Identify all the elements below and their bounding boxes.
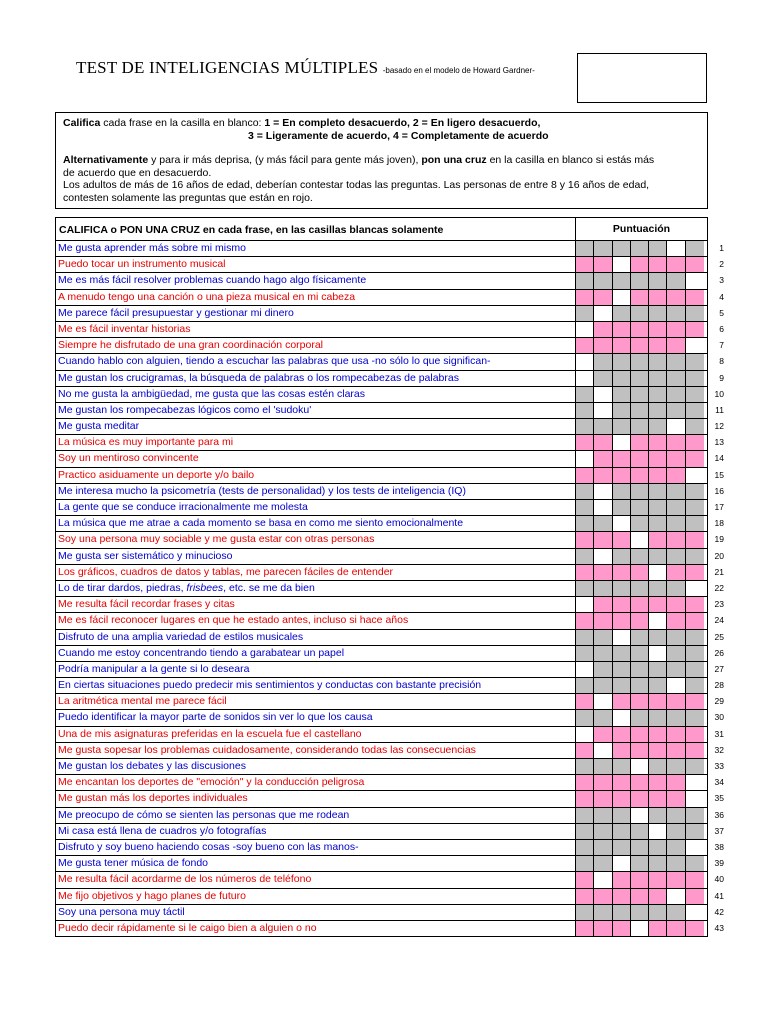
statement-text: Me gustan los rompecabezas lógicos como el 'sudoku' bbox=[56, 403, 576, 418]
row-number: 26 bbox=[714, 647, 724, 658]
instr-text: y para ir más deprisa, (y más fácil para gente más joven), bbox=[148, 154, 422, 166]
statement-text: Soy una persona muy sociable y me gusta estar con otras personas bbox=[56, 532, 576, 547]
row-number: 25 bbox=[714, 631, 724, 642]
statement-text: Me gusta meditar bbox=[56, 419, 576, 434]
header-instruction: CALIFICA o PON UNA CRUZ en cada frase, en las casillas blancas solamente bbox=[56, 218, 576, 240]
table-header bbox=[56, 218, 707, 241]
statement-text: Me gustan más los deportes individuales bbox=[56, 791, 576, 806]
row-number: 16 bbox=[714, 485, 724, 496]
statement-text: Disfruto de una amplia variedad de estilos musicales bbox=[56, 630, 576, 645]
statement-text: La aritmética mental me parece fácil bbox=[56, 694, 576, 709]
instructions-line-3 bbox=[63, 154, 707, 167]
statement-text: Me gusta ser sistemático y minucioso bbox=[56, 549, 576, 564]
statement-text: Me gusta sopesar los problemas cuidadosamente, considerando todas las consecuencias bbox=[56, 743, 576, 758]
row-number: 17 bbox=[714, 502, 724, 512]
row-number: 33 bbox=[714, 761, 724, 771]
page-title bbox=[76, 58, 535, 78]
statement-text: Me resulta fácil acordarme de los números de teléfono bbox=[56, 872, 576, 887]
instr-scale-2: 3 = Ligeramente de acuerdo, 4 = Completamente de acuerdo bbox=[248, 129, 549, 142]
statement-text: Me es fácil reconocer lugares en que he estado antes, incluso si hace años bbox=[56, 613, 576, 628]
instructions-line-2 bbox=[63, 130, 707, 143]
statement-text: Me parece fácil presupuestar y gestionar mi dinero bbox=[56, 306, 576, 321]
statement-text: Me es fácil inventar historias bbox=[56, 322, 576, 337]
statement-text: La gente que se conduce irracionalmente me molesta bbox=[56, 500, 576, 515]
row-number: 35 bbox=[714, 793, 724, 804]
title-subtitle: -basado en el modelo de Howard Gardner- bbox=[382, 66, 535, 75]
row-number: 22 bbox=[714, 582, 724, 593]
statement-text: Me resulta fácil recordar frases y citas bbox=[56, 597, 576, 612]
instr-alternativamente: Alternativamente bbox=[63, 154, 149, 166]
name-box[interactable] bbox=[577, 53, 707, 103]
statement-text: Cuando hablo con alguien, tiendo a escuchar las palabras que usa -no sólo lo que significan- bbox=[56, 354, 576, 369]
row-number: 27 bbox=[714, 663, 724, 674]
statement-text: Me interesa mucho la psicometría (tests de personalidad) y los tests de inteligencia (IQ) bbox=[56, 484, 576, 499]
row-number: 8 bbox=[719, 356, 724, 367]
row-number: 13 bbox=[714, 437, 724, 448]
statement-text: Me preocupo de cómo se sienten las personas que me rodean bbox=[56, 808, 576, 823]
row-number: 37 bbox=[714, 825, 724, 836]
row-number: 11 bbox=[715, 404, 724, 415]
statement-text: Siempre he disfrutado de una gran coordinación corporal bbox=[56, 338, 576, 353]
statement-text: Puedo tocar un instrumento musical bbox=[56, 257, 576, 272]
statement-text: Cuando me estoy concentrando tiendo a garabatear un papel bbox=[56, 646, 576, 661]
statement-text: La música que me atrae a cada momento se basa en como me siento emocionalmente bbox=[56, 516, 576, 531]
row-numbers bbox=[0, 240, 768, 936]
row-number: 20 bbox=[714, 550, 724, 561]
row-number: 15 bbox=[714, 469, 724, 480]
statement-text: Me gusta tener música de fondo bbox=[56, 856, 576, 871]
statement-text: Me gustan los debates y las discusiones bbox=[56, 759, 576, 774]
row-number: 14 bbox=[714, 453, 724, 464]
row-number: 39 bbox=[714, 858, 724, 869]
instructions-line-1 bbox=[63, 117, 707, 130]
statement-text: Soy una persona muy táctil bbox=[56, 905, 576, 920]
row-number: 38 bbox=[714, 841, 724, 852]
row-number: 10 bbox=[714, 388, 724, 399]
instr-text: en la casilla en blanco si estás más bbox=[486, 154, 655, 166]
row-number: 12 bbox=[714, 421, 724, 432]
statement-text: En ciertas situaciones puedo predecir mis sentimientos y conductas con bastante precisión bbox=[56, 678, 576, 693]
statement-text: Me encantan los deportes de "emoción" y la conducción peligrosa bbox=[56, 775, 576, 790]
row-number: 43 bbox=[714, 922, 724, 933]
instr-scale-1: 1 = En completo desacuerdo, 2 = En ligero desacuerdo, bbox=[264, 117, 541, 129]
row-number: 19 bbox=[714, 534, 724, 545]
statement-text: A menudo tengo una canción o una pieza musical en mi cabeza bbox=[56, 290, 576, 305]
statement-text: La música es muy importante para mi bbox=[56, 435, 576, 450]
row-number: 31 bbox=[714, 728, 724, 739]
statement-text: Me fijo objetivos y hago planes de futuro bbox=[56, 889, 576, 904]
row-number: 7 bbox=[719, 340, 724, 351]
row-number: 4 bbox=[719, 291, 724, 302]
row-number: 29 bbox=[714, 696, 724, 707]
statement-text: Lo de tirar dardos, piedras, frisbees, etc. se me da bien bbox=[56, 581, 576, 596]
row-number: 3 bbox=[719, 275, 724, 286]
row-number: 21 bbox=[714, 566, 724, 577]
row-number: 42 bbox=[714, 906, 724, 917]
statement-text: Me es más fácil resolver problemas cuando hago algo físicamente bbox=[56, 273, 576, 288]
instr-califica: Califica bbox=[63, 117, 101, 129]
instr-text: cada frase en la casilla en blanco: bbox=[100, 117, 265, 129]
row-number: 40 bbox=[714, 874, 724, 885]
instructions-line-4: de acuerdo que en desacuerdo. bbox=[63, 166, 212, 179]
statement-text: Puedo decir rápidamente si le caigo bien a alguien o no bbox=[56, 921, 576, 936]
statement-text: Me gusta aprender más sobre mi mismo bbox=[56, 241, 576, 256]
row-number: 28 bbox=[714, 680, 724, 691]
row-number: 41 bbox=[714, 890, 724, 901]
statement-text: Disfruto y soy bueno haciendo cosas -soy bueno con las manos- bbox=[56, 840, 576, 855]
row-number: 5 bbox=[719, 307, 724, 318]
statement-text: Podría manipular a la gente si lo deseara bbox=[56, 662, 576, 677]
statement-text: Practico asiduamente un deporte y/o bailo bbox=[56, 468, 576, 483]
row-number: 6 bbox=[719, 323, 724, 334]
statement-text: Una de mis asignaturas preferidas en la escuela fue el castellano bbox=[56, 727, 576, 742]
row-number: 9 bbox=[719, 372, 724, 383]
row-number: 30 bbox=[714, 712, 724, 723]
row-number: 1 bbox=[719, 243, 724, 253]
instructions-line-6: contesten solamente las preguntas que están en rojo. bbox=[63, 191, 313, 204]
header-score: Puntuación bbox=[612, 223, 671, 235]
statement-text: Los gráficos, cuadros de datos y tablas, me parecen fáciles de entender bbox=[56, 565, 576, 580]
row-number: 24 bbox=[714, 615, 724, 626]
row-number: 23 bbox=[714, 599, 724, 610]
row-number: 32 bbox=[714, 744, 724, 755]
statement-text: Soy un mentiroso convincente bbox=[56, 451, 576, 466]
row-number: 34 bbox=[714, 777, 724, 788]
row-number: 2 bbox=[719, 259, 724, 270]
instructions-line-5: Los adultos de más de 16 años de edad, deberían contestar todas las preguntas. Las personas de entre 8 y 16 años de edad, bbox=[63, 179, 650, 191]
instr-cruz: pon una cruz bbox=[421, 154, 487, 166]
statement-text: Me gustan los crucigramas, la búsqueda de palabras o los rompecabezas de palabras bbox=[56, 371, 576, 386]
statement-text: No me gusta la ambigüedad, me gusta que las cosas estén claras bbox=[56, 387, 576, 402]
statement-text: Mi casa está llena de cuadros y/o fotografías bbox=[56, 824, 576, 839]
title-main: TEST DE INTELIGENCIAS MÚLTIPLES bbox=[76, 58, 379, 77]
row-number: 18 bbox=[714, 518, 724, 529]
statement-text: Puedo identificar la mayor parte de sonidos sin ver lo que los causa bbox=[56, 710, 576, 725]
row-number: 36 bbox=[714, 809, 724, 820]
instructions-box bbox=[55, 112, 708, 209]
